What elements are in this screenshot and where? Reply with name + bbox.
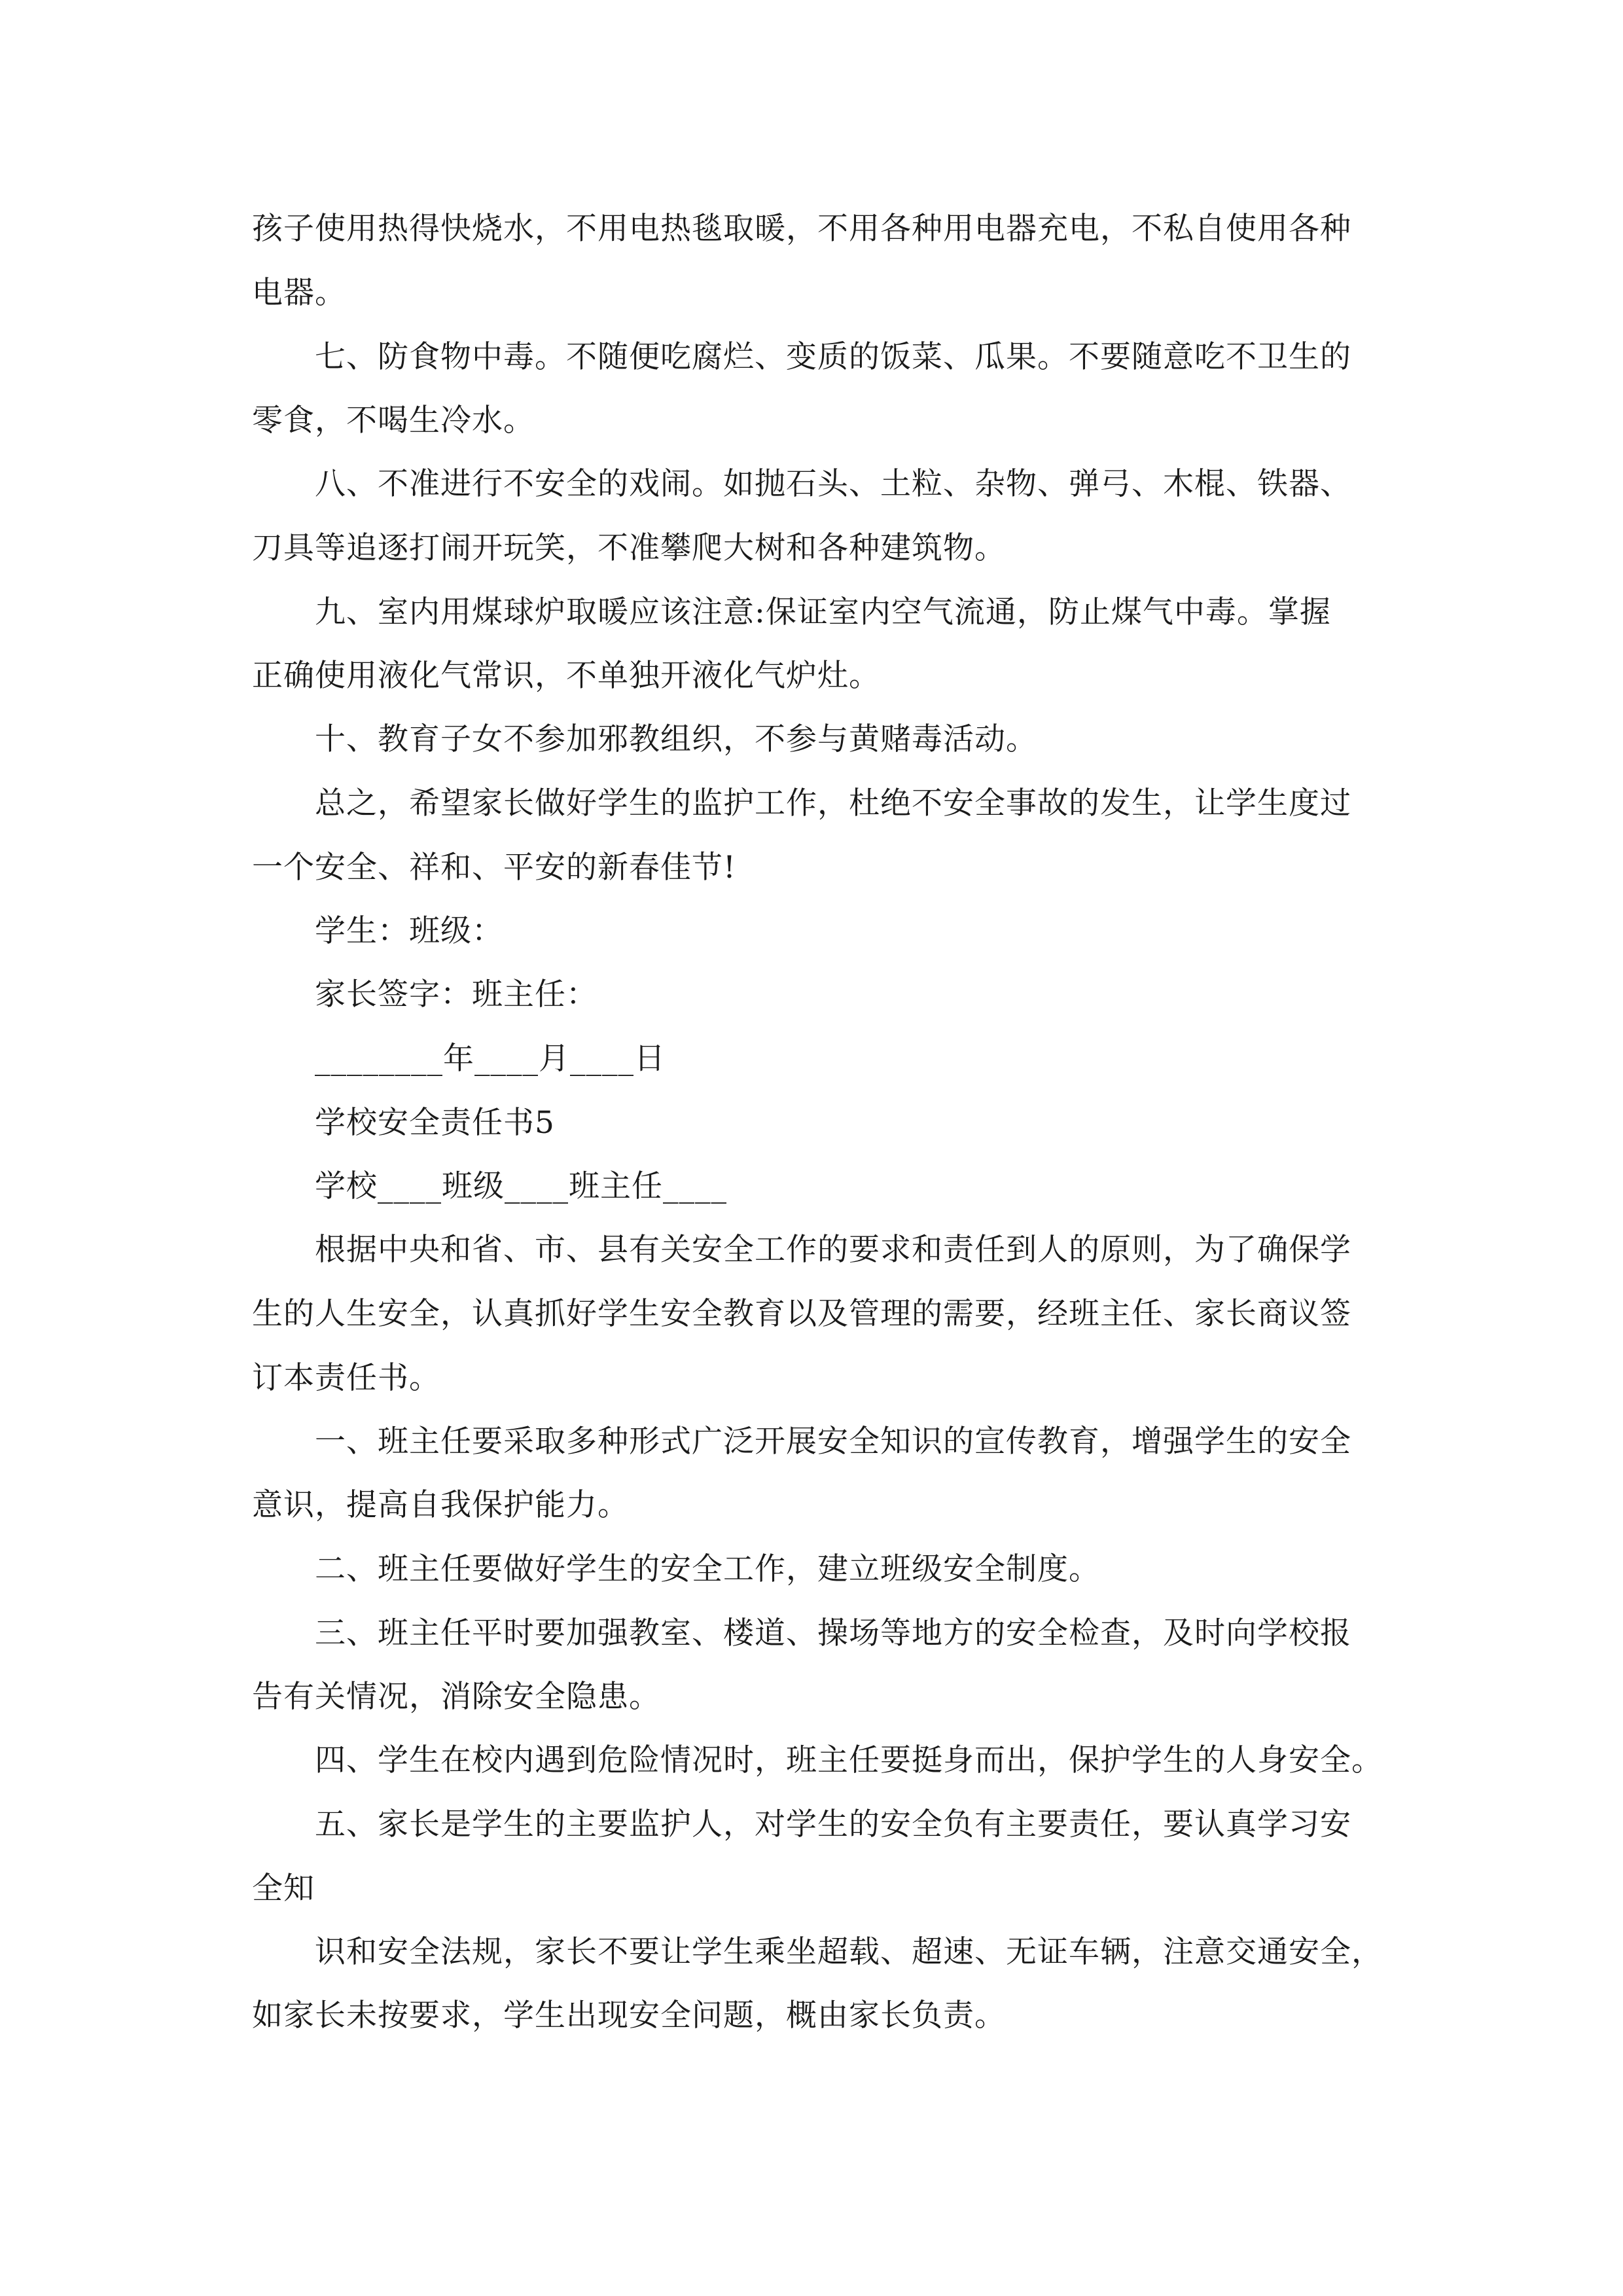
text-line: 学生：班级： (315, 913, 503, 949)
text-line: 四、学生在校内遇到危险情况时，班主任要挺身而出，保护学生的人身安全。 (315, 1742, 1383, 1778)
text-line: 生的人生安全，认真抓好学生安全教育以及管理的需要，经班主任、家长商议签 (252, 1296, 1351, 1332)
text-line: 家长签字：班主任： (315, 977, 597, 1013)
text-line: 九、室内用煤球炉取暖应该注意:保证室内空气流通，防止煤气中毒。掌握 (315, 594, 1331, 630)
text-line: 电器。 (252, 275, 346, 311)
text-line: 正确使用液化气常识，不单独开液化气炉灶。 (252, 658, 880, 694)
text-line: 如家长未按要求，学生出现安全问题，概由家长负责。 (252, 1998, 1006, 2034)
text-line: 刀具等追逐打闹开玩笑，不准攀爬大树和各种建筑物。 (252, 530, 1006, 566)
text-line: 八、不准进行不安全的戏闹。如抛石头、土粒、杂物、弹弓、木棍、铁器、 (315, 466, 1351, 502)
text-line: 总之，希望家长做好学生的监护工作，杜绝不安全事故的发生，让学生度过 (315, 785, 1351, 821)
text-line: 三、班主任平时要加强教室、楼道、操场等地方的安全检查，及时向学校报 (315, 1615, 1351, 1651)
date-line: ________年____月____日 (315, 1041, 666, 1077)
text-line: 告有关情况，消除安全隐患。 (252, 1679, 660, 1715)
text-line: 学校____班级____班主任____ (315, 1168, 727, 1204)
text-line: 一、班主任要采取多种形式广泛开展安全知识的宣传教育，增强学生的安全 (315, 1424, 1351, 1460)
text-line: 十、教育子女不参加邪教组织，不参与黄赌毒活动。 (315, 721, 1037, 757)
text-line: 五、家长是学生的主要监护人，对学生的安全负有主要责任，要认真学习安 (315, 1806, 1351, 1842)
text-line: 全知 (252, 1871, 315, 1907)
text-line: 识和安全法规，家长不要让学生乘坐超载、超速、无证车辆，注意交通安全， (315, 1934, 1383, 1970)
text-line: 意识，提高自我保护能力。 (252, 1487, 629, 1523)
text-line: 二、班主任要做好学生的安全工作，建立班级安全制度。 (315, 1551, 1100, 1587)
text-line: 订本责任书。 (252, 1360, 440, 1396)
section-title: 学校安全责任书5 (315, 1105, 555, 1141)
text-line: 七、防食物中毒。不随便吃腐烂、变质的饭菜、瓜果。不要随意吃不卫生的 (315, 339, 1351, 375)
text-line: 零食，不喝生冷水。 (252, 403, 535, 439)
text-line: 孩子使用热得快烧水，不用电热毯取暖，不用各种用电器充电，不私自使用各种 (252, 211, 1351, 247)
text-line: 一个安全、祥和、平安的新春佳节! (252, 850, 736, 886)
text-line: 根据中央和省、市、县有关安全工作的要求和责任到人的原则，为了确保学 (315, 1232, 1351, 1268)
